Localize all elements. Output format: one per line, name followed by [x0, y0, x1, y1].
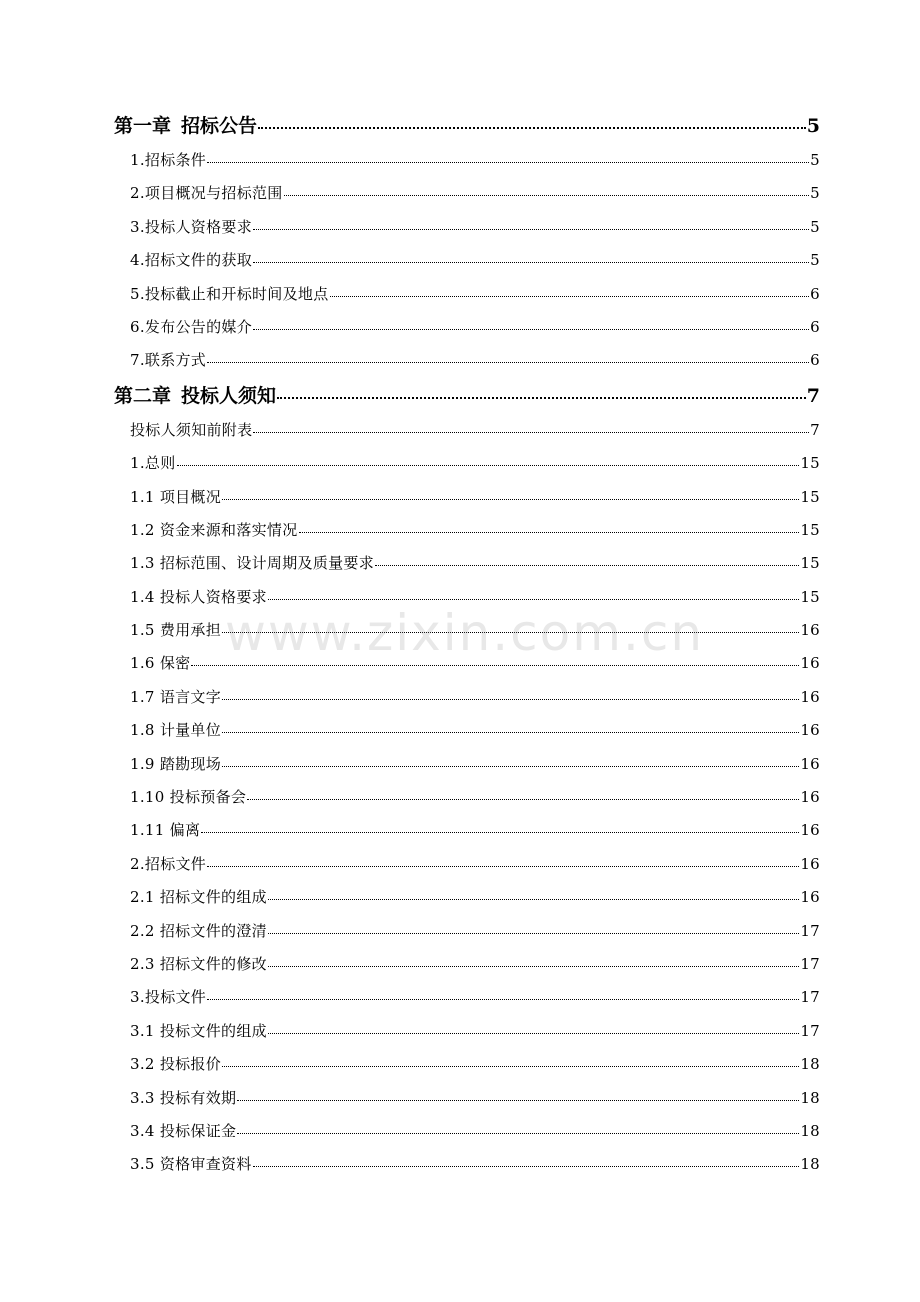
chapter-number: 第一章	[114, 115, 172, 137]
dot-leader	[201, 820, 799, 835]
dot-leader	[268, 954, 799, 969]
chapter-number: 第二章	[114, 384, 172, 407]
dot-leader	[268, 1021, 799, 1036]
toc-item-label: 1.8 计量单位	[130, 721, 222, 740]
toc-item-row[interactable]	[114, 481, 820, 514]
toc-item-row[interactable]	[114, 1082, 820, 1115]
toc-item-label: 3.5 资格审查资料	[130, 1155, 252, 1174]
page-number: 5	[806, 115, 820, 137]
page-number: 15	[800, 487, 820, 506]
dot-leader	[268, 887, 799, 902]
toc-item-label: 投标人须知前附表	[130, 420, 253, 439]
toc-chapter-row[interactable]	[114, 378, 820, 414]
page-number: 16	[800, 621, 820, 640]
page-number: 18	[800, 1055, 820, 1074]
toc-item-row[interactable]	[114, 881, 820, 914]
page-number: 6	[810, 351, 820, 370]
page-number: 16	[800, 687, 820, 706]
toc-item-row[interactable]	[114, 177, 820, 210]
page-number: 18	[800, 1088, 820, 1107]
page-number: 17	[800, 988, 820, 1007]
page-number: 15	[800, 587, 820, 606]
toc-item-label: 1.招标条件	[130, 151, 207, 169]
dot-leader	[222, 687, 799, 702]
toc-item-label: 1.9 踏勘现场	[130, 754, 222, 773]
page-number: 5	[810, 251, 820, 270]
dot-leader	[277, 383, 806, 402]
page-number: 18	[800, 1121, 820, 1140]
table-of-contents	[114, 108, 820, 1182]
toc-item-label: 3.3 投标有效期	[130, 1088, 237, 1107]
dot-leader	[299, 520, 800, 535]
toc-item-label: 1.6 保密	[130, 654, 191, 673]
page-number: 6	[810, 317, 820, 336]
dot-leader	[222, 754, 799, 769]
dot-leader	[207, 350, 809, 365]
toc-item-row[interactable]	[114, 614, 820, 647]
toc-item-row[interactable]	[114, 1148, 820, 1181]
dot-leader	[237, 1088, 799, 1103]
page-number: 16	[800, 754, 820, 773]
toc-item-row[interactable]	[114, 414, 820, 447]
toc-item-label: 2.1 招标文件的组成	[130, 888, 267, 907]
toc-item-label: 1.3 招标范围、设计周期及质量要求	[130, 554, 375, 573]
page-number: 16	[800, 788, 820, 807]
dot-leader	[207, 987, 799, 1002]
toc-item-row[interactable]	[114, 278, 820, 311]
page-number: 5	[810, 184, 820, 203]
toc-item-row[interactable]	[114, 547, 820, 580]
watermark: www.zixin.com.cn	[225, 604, 705, 662]
dot-leader	[253, 317, 809, 332]
dot-leader	[207, 150, 809, 165]
dot-leader	[330, 284, 810, 299]
page-number: 7	[806, 384, 820, 407]
dot-leader	[222, 1054, 799, 1069]
toc-item-row[interactable]	[114, 514, 820, 547]
toc-item-row[interactable]	[114, 1015, 820, 1048]
page-number: 6	[810, 284, 820, 303]
page-number: 15	[800, 554, 820, 573]
dot-leader	[253, 217, 809, 232]
toc-item-row[interactable]	[114, 781, 820, 814]
chapter-title: 投标人须知	[181, 384, 277, 407]
toc-item-label: 2.3 招标文件的修改	[130, 954, 267, 973]
toc-item-row[interactable]	[114, 1115, 820, 1148]
toc-item-label: 2.2 招标文件的澄清	[130, 921, 267, 940]
dot-leader	[191, 653, 799, 668]
toc-item-row[interactable]	[114, 581, 820, 614]
page-number: 7	[810, 420, 820, 439]
page-number: 15	[800, 454, 820, 473]
toc-item-row[interactable]	[114, 1048, 820, 1081]
page-number: 16	[800, 654, 820, 673]
dot-leader	[253, 250, 809, 265]
toc-item-row[interactable]	[114, 447, 820, 480]
toc-item-row[interactable]	[114, 714, 820, 747]
dot-leader	[177, 453, 800, 468]
toc-item-label: 3.投标文件	[130, 988, 207, 1007]
dot-leader	[268, 587, 799, 602]
toc-item-label: 3.4 投标保证金	[130, 1121, 237, 1140]
toc-item-row[interactable]	[114, 647, 820, 680]
toc-item-label: 2.项目概况与招标范围	[130, 184, 283, 203]
toc-item-label: 3.投标人资格要求	[130, 217, 253, 236]
dot-leader	[253, 420, 809, 435]
page-number: 15	[800, 520, 820, 539]
dot-leader	[237, 1121, 799, 1136]
toc-item-row[interactable]	[114, 981, 820, 1014]
dot-leader	[222, 720, 799, 735]
toc-item-label: 3.1 投标文件的组成	[130, 1021, 267, 1040]
toc-item-row[interactable]	[114, 344, 820, 377]
page-number: 16	[800, 721, 820, 740]
dot-leader	[253, 1154, 800, 1169]
dot-leader	[284, 183, 810, 198]
toc-item-label: 1.2 资金来源和落实情况	[130, 520, 298, 539]
toc-item-row[interactable]	[114, 144, 820, 177]
toc-item-label: 1.总则	[130, 454, 176, 473]
page-number: 5	[810, 151, 820, 169]
toc-item-label: 1.11 偏离	[130, 821, 201, 840]
toc-item-label: 1.4 投标人资格要求	[130, 587, 267, 606]
toc-item-label: 6.发布公告的媒介	[130, 317, 253, 336]
page-number: 16	[800, 854, 820, 873]
dot-leader	[222, 487, 799, 502]
toc-item-label: 5.投标截止和开标时间及地点	[130, 284, 329, 303]
toc-chapter-label	[114, 378, 276, 414]
page-number: 16	[800, 821, 820, 840]
toc-item-row[interactable]	[114, 681, 820, 714]
toc-item-row[interactable]	[114, 748, 820, 781]
page-number: 18	[800, 1155, 820, 1174]
chapter-title: 招标公告	[181, 115, 258, 137]
dot-leader	[222, 620, 799, 635]
toc-item-row[interactable]	[114, 211, 820, 244]
dot-leader	[268, 921, 799, 936]
page-number: 5	[810, 217, 820, 236]
dot-leader	[375, 553, 799, 568]
toc-item-row[interactable]	[114, 948, 820, 981]
toc-item-row[interactable]	[114, 915, 820, 948]
toc-item-label: 1.7 语言文字	[130, 687, 222, 706]
toc-item-label: 1.10 投标预备会	[130, 788, 247, 807]
toc-item-row[interactable]	[114, 814, 820, 847]
toc-item-label: 2.招标文件	[130, 854, 207, 873]
toc-item-row[interactable]	[114, 311, 820, 344]
page-number: 17	[800, 954, 820, 973]
toc-item-label: 4.招标文件的获取	[130, 251, 253, 270]
toc-item-label: 3.2 投标报价	[130, 1055, 222, 1074]
dot-leader	[258, 113, 806, 132]
page-number: 16	[800, 888, 820, 907]
page-number: 17	[800, 921, 820, 940]
dot-leader	[207, 854, 799, 869]
dot-leader	[247, 787, 799, 802]
toc-item-label: 7.联系方式	[130, 351, 207, 370]
toc-item-label: 1.5 费用承担	[130, 621, 222, 640]
page-number: 17	[800, 1021, 820, 1040]
toc-item-row[interactable]	[114, 848, 820, 881]
toc-item-row[interactable]	[114, 244, 820, 277]
toc-chapter-row[interactable]	[114, 108, 820, 144]
toc-item-label: 1.1 项目概况	[130, 487, 222, 506]
toc-chapter-label	[114, 108, 257, 144]
